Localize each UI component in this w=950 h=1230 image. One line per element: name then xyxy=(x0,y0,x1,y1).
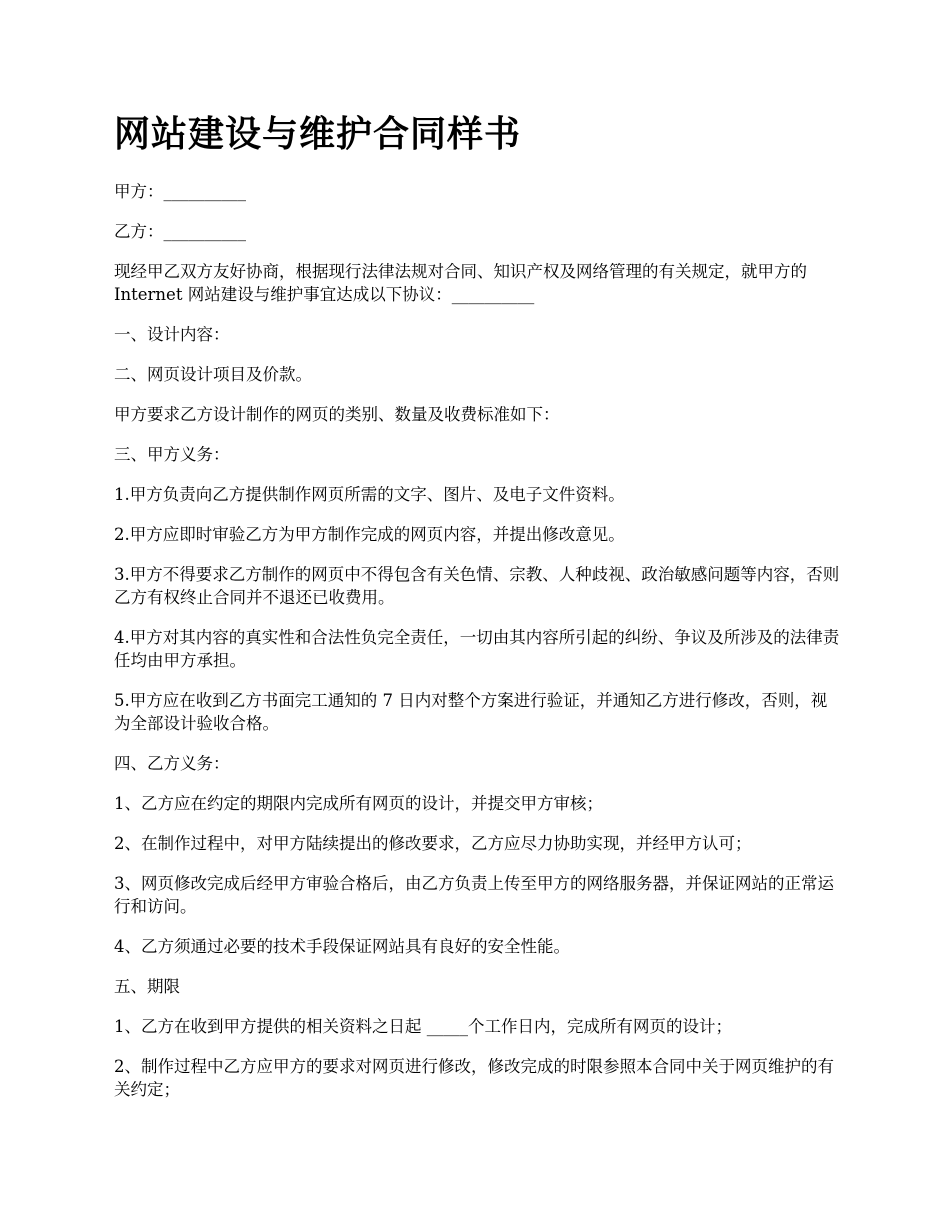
clause-item: 4.甲方对其内容的真实性和合法性负完全责任，一切由其内容所引起的纠纷、争议及所涉及的法律责任均由甲方承担。 xyxy=(114,628,840,670)
section-heading-party-b-duties: 四、乙方义务： xyxy=(114,754,230,773)
section-heading-design: 一、设计内容： xyxy=(114,325,230,344)
document-page xyxy=(114,110,842,1118)
clause-item: 3.甲方不得要求乙方制作的网页中不得包含有关色情、宗教、人种歧视、政治敏感问题等内容，否则乙方有权终止合同并不退还已收费用。 xyxy=(114,565,840,607)
section-heading-party-a-duties: 三、甲方义务： xyxy=(114,445,230,464)
clause-item: 2.甲方应即时审验乙方为甲方制作完成的网页内容，并提出修改意见。 xyxy=(114,525,625,544)
document-title: 网站建设与维护合同样书 xyxy=(114,114,522,155)
clause-item: 3、网页修改完成后经甲方审验合格后，由乙方负责上传至甲方的网络服务器，并保证网站的正常运行和访问。 xyxy=(114,874,834,916)
clause-item: 1、乙方在收到甲方提供的相关资料之日起 _____个工作日内，完成所有网页的设计； xyxy=(114,1017,732,1036)
section-heading-term: 五、期限 xyxy=(114,977,180,996)
party-b-line: 乙方：__________ xyxy=(114,222,246,241)
clause-item: 2、制作过程中乙方应甲方的要求对网页进行修改，修改完成的时限参照本合同中关于网页维护的有关约定； xyxy=(114,1057,834,1099)
section-heading-items-price: 二、网页设计项目及价款。 xyxy=(114,365,312,384)
preamble-paragraph: 现经甲乙双方友好协商，根据现行法律法规对合同、知识产权及网络管理的有关规定，就甲方的 Internet 网站建设与维护事宜达成以下协议：__________ xyxy=(114,262,813,304)
clause-item: 2、在制作过程中，对甲方陆续提出的修改要求，乙方应尽力协助实现，并经甲方认可； xyxy=(114,834,752,853)
clause-item: 1.甲方负责向乙方提供制作网页所需的文字、图片、及电子文件资料。 xyxy=(114,485,625,504)
clause-item: 1、乙方应在约定的期限内完成所有网页的设计，并提交甲方审核； xyxy=(114,794,603,813)
clause-item: 5.甲方应在收到乙方书面完工通知的 7 日内对整个方案进行验证，并通知乙方进行修改，否则，视为全部设计验收合格。 xyxy=(114,691,828,733)
body-paragraph: 甲方要求乙方设计制作的网页的类别、数量及收费标准如下： xyxy=(114,405,560,424)
clause-item: 4、乙方须通过必要的技术手段保证网站具有良好的安全性能。 xyxy=(114,937,570,956)
party-a-line: 甲方：__________ xyxy=(114,182,246,201)
